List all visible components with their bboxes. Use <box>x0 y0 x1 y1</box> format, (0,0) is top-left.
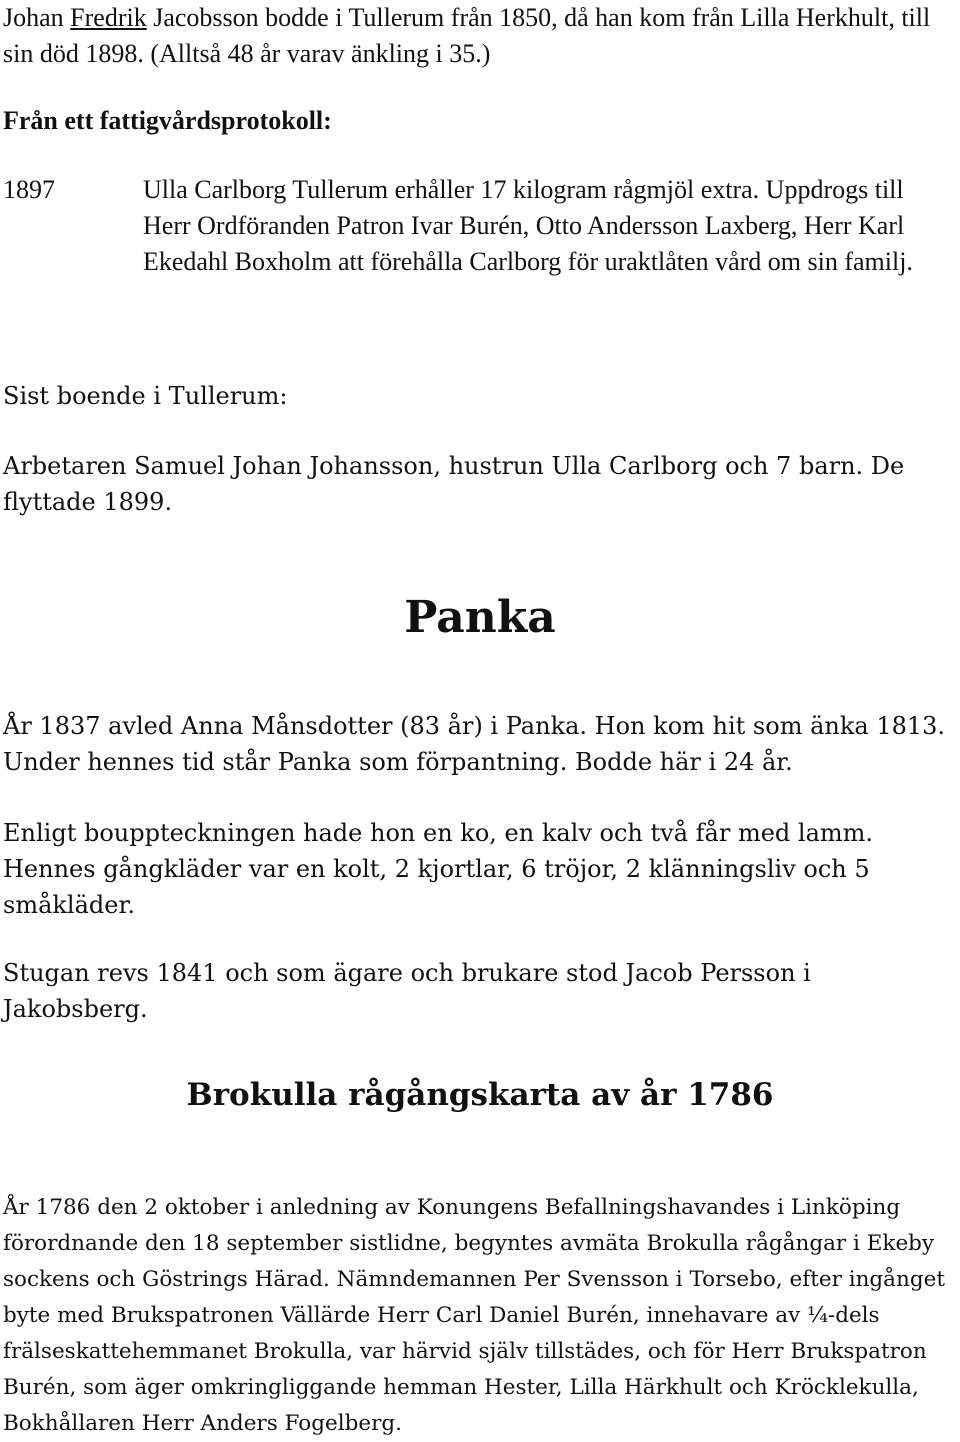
panka-paragraph-1: År 1837 avled Anna Månsdotter (83 år) i Panka. Hon kom hit som änka 1813. Under hennes tid står Panka som förpantning. Bodde här i 24 år. <box>3 712 946 776</box>
intro-text-end: Jacobsson bodde i Tullerum från 1850, då han kom från Lilla Herkhult, till sin död 1898. (Alltså 48 år varav änkling i 35.) <box>3 3 931 68</box>
panka-paragraph-2: Enligt bouppteckningen hade hon en ko, en kalv och två får med lamm. Hennes gångkläder var en kolt, 2 kjortlar, 6 tröjor, 2 klänningsliv och 5 småkläder. <box>3 819 874 919</box>
brokulla-title: Brokulla rågångskarta av år 1786 <box>186 1077 774 1113</box>
poor-relief-heading: Från ett fattigvårdsprotokoll: <box>3 106 332 135</box>
poor-relief-entry: Ulla Carlborg Tullerum erhåller 17 kilogram rågmjöl extra. Uppdrogs till Herr Ordföranden Patron Ivar Burén, Otto Andersson Laxberg, Herr Karl Ekedahl Boxholm att förehålla Carlborg för uraktlåten vård om sin familj. <box>143 175 913 276</box>
poor-relief-record <box>3 172 956 280</box>
poor-relief-year: 1897 <box>3 175 55 204</box>
intro-text-start: Johan <box>3 3 71 32</box>
panka-paragraph-3: Stugan revs 1841 och som ägare och brukare stod Jacob Persson i Jakobsberg. <box>3 959 811 1023</box>
brokulla-text: År 1786 den 2 oktober i anledning av Konungens Befallningshavandes i Linköping förordnande den 18 september sistlidne, begyntes avmäta Brokulla rågångar i Ekeby sockens och Göstrings Härad. Nämndemannen Per Svensson i Torsebo, efter ingånget byte med Brukspatronen Vällärde Herr Carl Daniel Burén, innehavare av ¼-dels frälseskattehemmanet Brokulla, var härvid själv tillstädes, och för Herr Brukspatron Burén, som äger omkringliggande hemman Hester, Lilla Härkhult och Kröcklekulla, Bokhållaren Herr Anders Fogelberg. <box>3 1195 945 1436</box>
panka-title: Panka <box>404 592 556 643</box>
intro-paragraph <box>3 0 956 72</box>
intro-underlined-name: Fredrik <box>70 3 147 32</box>
last-residents-heading: Sist boende i Tullerum: <box>3 382 288 410</box>
last-residents-text: Arbetaren Samuel Johan Johansson, hustrun Ulla Carlborg och 7 barn. De flyttade 1899. <box>3 452 905 516</box>
